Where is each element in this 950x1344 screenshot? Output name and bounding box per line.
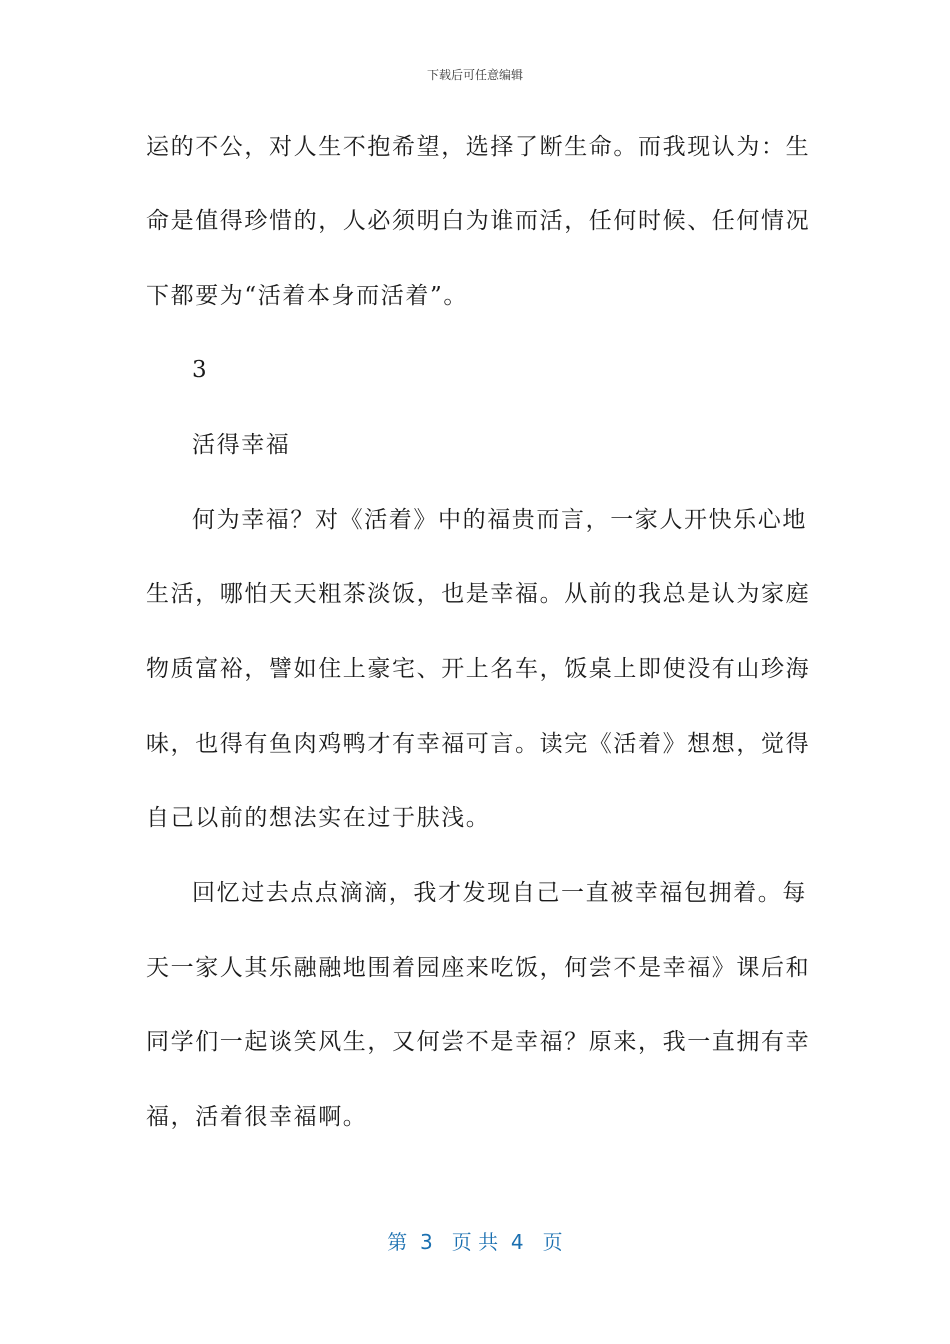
page-number-footer: 第 3 页 共 4 页: [387, 1230, 563, 1254]
body-line: 福，活着很幸福啊。: [146, 1104, 368, 1130]
body-line: 何为幸福？对《活着》中的福贵而言，一家人开快乐心地: [192, 507, 807, 533]
body-line: 天一家人其乐融融地围着园座来吃饭，何尝不是幸福》课后和: [146, 955, 811, 981]
body-line: 生活，哪怕天天粗茶淡饭，也是幸福。从前的我总是认为家庭: [146, 581, 811, 607]
section-heading: 活得幸福: [192, 432, 291, 458]
body-line: 自己以前的想法实在过于肤浅。: [146, 805, 491, 831]
body-line: 物质富裕，譬如住上豪宅、开上名车，饭桌上即使没有山珍海: [146, 656, 811, 682]
header-note: 下载后可任意编辑: [426, 68, 523, 82]
body-line: 味，也得有鱼肉鸡鸭才有幸福可言。读完《活着》想想，觉得: [146, 731, 811, 757]
body-line: 同学们一起谈笑风生，又何尝不是幸福？原来，我一直拥有幸: [146, 1029, 811, 1055]
body-line: 回忆过去点点滴滴，我才发现自己一直被幸福包拥着。每: [192, 880, 807, 906]
body-line: 运的不公，对人生不抱希望，选择了断生命。而我现认为：生: [146, 134, 811, 160]
body-line: 命是值得珍惜的，人必须明白为谁而活，任何时候、任何情况: [146, 208, 811, 234]
body-line: 下都要为“活着本身而活着”。: [146, 283, 468, 309]
section-number: 3: [192, 357, 209, 383]
